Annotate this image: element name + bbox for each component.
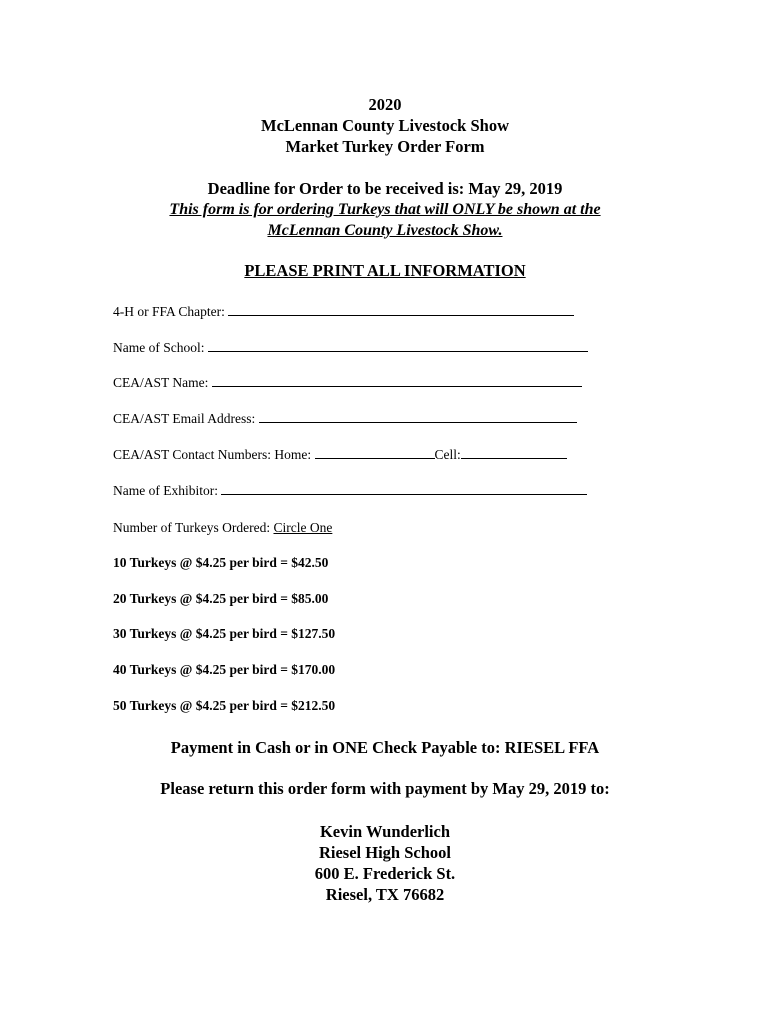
chapter-field (113, 302, 574, 321)
chapter-input-line[interactable] (228, 302, 574, 316)
exhibitor-label: Name of Exhibitor: (113, 483, 222, 498)
mailing-address (0, 821, 770, 905)
form-header (0, 94, 770, 157)
notice-line-2: McLennan County Livestock Show. (267, 222, 503, 239)
cell-phone-input-line[interactable] (461, 445, 567, 459)
exhibitor-input-line[interactable] (221, 481, 587, 495)
address-name: Kevin Wunderlich (319, 822, 451, 841)
return-note: Please return this order form with payment by May 29, 2019 to: (160, 779, 610, 798)
exhibitor-field (113, 481, 587, 500)
school-field (113, 338, 588, 357)
order-option-10[interactable]: 10 Turkeys @ $4.25 per bird = $42.50 (113, 555, 329, 570)
cea-email-input-line[interactable] (259, 409, 577, 423)
school-label: Name of School: (113, 340, 208, 355)
cell-label: Cell: (434, 447, 461, 462)
cea-email-field (113, 409, 577, 428)
payment-method: Payment in Cash or in ONE Check Payable to: RIESEL FFA (170, 738, 600, 757)
print-notice: PLEASE PRINT ALL INFORMATION (244, 261, 526, 280)
header-show-name: McLennan County Livestock Show (261, 116, 509, 135)
cea-name-input-line[interactable] (212, 373, 582, 387)
order-prompt (113, 519, 332, 537)
address-street: 600 E. Frederick St. (314, 864, 456, 883)
cea-name-label: CEA/AST Name: (113, 375, 212, 390)
notice-line-1: This form is for ordering Turkeys that will ONLY be shown at the (169, 201, 601, 218)
cea-email-label: CEA/AST Email Address: (113, 411, 259, 426)
address-school: Riesel High School (318, 843, 451, 862)
home-phone-input-line[interactable] (315, 445, 435, 459)
contact-field (113, 445, 567, 464)
address-city: Riesel, TX 76682 (325, 885, 445, 904)
school-input-line[interactable] (208, 338, 588, 352)
order-option-20[interactable]: 20 Turkeys @ $4.25 per bird = $85.00 (113, 591, 329, 606)
contact-label: CEA/AST Contact Numbers: Home: (113, 447, 315, 462)
notice-text (0, 199, 770, 241)
order-prompt-label: Number of Turkeys Ordered: (113, 520, 274, 535)
cea-name-field (113, 373, 582, 392)
circle-one-label: Circle One (273, 520, 333, 535)
order-option-50[interactable]: 50 Turkeys @ $4.25 per bird = $212.50 (113, 698, 336, 713)
header-year: 2020 (368, 95, 402, 114)
order-option-30[interactable]: 30 Turkeys @ $4.25 per bird = $127.50 (113, 626, 336, 641)
order-option-40[interactable]: 40 Turkeys @ $4.25 per bird = $170.00 (113, 662, 336, 677)
header-form-title: Market Turkey Order Form (285, 137, 485, 156)
chapter-label: 4-H or FFA Chapter: (113, 304, 229, 319)
deadline-text: Deadline for Order to be received is: May 29, 2019 (207, 179, 563, 198)
